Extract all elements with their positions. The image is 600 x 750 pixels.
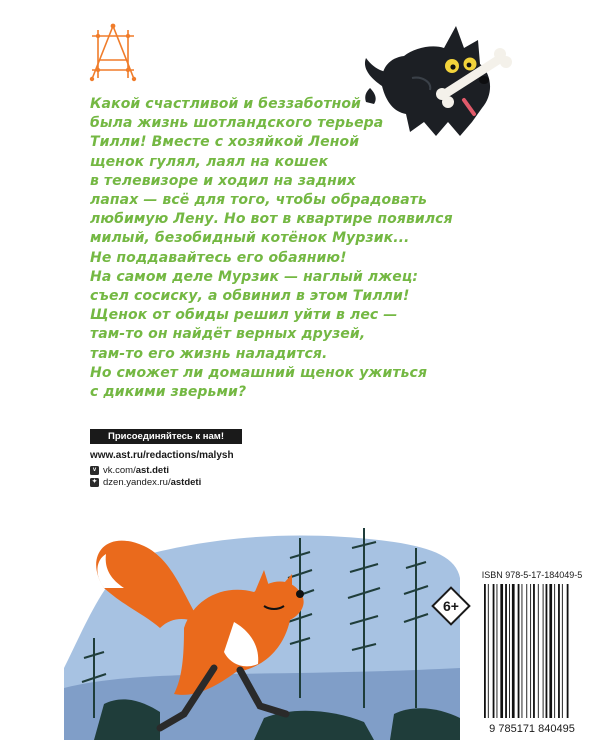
barcode-digits: 9 785171 840495: [489, 723, 575, 735]
isbn-label: ISBN 978-5-17-184049-5: [481, 570, 583, 580]
dzen-link[interactable]: [90, 477, 201, 488]
barcode-bar: [567, 584, 569, 718]
annotation-line: там-то его жизнь наладится.: [90, 345, 328, 362]
barcode-bar: [484, 584, 486, 718]
annotation-line: Какой счастливой и беззаботной: [90, 96, 361, 112]
annotation-line: съел сосиску, а обвинил в этом Тилли!: [90, 288, 410, 305]
annotation-line: щенок гулял, лаял на кошек: [90, 153, 329, 170]
dzen-link-handle: astdeti: [170, 477, 202, 488]
barcode-bar: [558, 584, 560, 718]
barcode-bar: [500, 584, 503, 718]
isbn-barcode: [478, 566, 587, 738]
ast-logo-icon: [84, 22, 142, 84]
annotation-line: с дикими зверьми?: [90, 384, 247, 401]
vk-link-handle: ast.deti: [135, 465, 169, 476]
barcode-bar: [509, 584, 510, 718]
annotation-text: [90, 95, 510, 402]
join-us-banner: Присоединяйтесь к нам!: [90, 429, 242, 444]
barcode-bar: [493, 584, 495, 718]
vk-icon: v: [90, 466, 99, 475]
barcode-bar: [488, 584, 489, 718]
barcode-bar: [543, 584, 544, 718]
barcode-bar: [530, 584, 531, 718]
annotation-line: в телевизоре и ходил на задних: [90, 172, 356, 189]
annotation-line: Тилли! Вместе с хозяйкой Леной: [90, 134, 360, 151]
dzen-icon: ✦: [91, 479, 98, 485]
annotation-line: Но сможет ли домашний щенок ужиться: [90, 364, 428, 381]
barcode-bar: [538, 584, 539, 718]
annotation-line: милый, безобидный котёнок Мурзик...: [90, 230, 410, 247]
annotation-line: На самом деле Мурзик — наглый лжец:: [90, 268, 419, 285]
barcode-bar: [522, 584, 523, 718]
barcode-bar: [549, 584, 552, 718]
age-rating-badge: [430, 585, 472, 627]
vk-link-prefix: vk.com/: [103, 465, 136, 476]
website-link[interactable]: www.ast.ru/redactions/malysh: [90, 450, 234, 461]
fox-forest-illustration: [64, 518, 464, 740]
barcode-bar: [505, 584, 507, 718]
barcode-bar: [512, 584, 515, 718]
barcode-bar: [526, 584, 527, 718]
barcode-bar: [497, 584, 498, 718]
annotation-line: лапах — всё для того, чтобы обрадовать: [90, 192, 427, 209]
annotation-line: Не поддавайтесь его обаянию!: [90, 249, 347, 266]
barcode-bar: [562, 584, 563, 718]
annotation-line: любимую Лену. Но вот в квартире появился: [90, 211, 453, 228]
barcode-bar: [546, 584, 548, 718]
barcode-bar: [533, 584, 535, 718]
dzen-link-prefix: dzen.yandex.ru/: [103, 477, 171, 488]
age-rating-text: 6+: [443, 598, 459, 614]
annotation-line: Щенок от обиды решил уйти в лес —: [90, 307, 398, 324]
vk-link[interactable]: [90, 465, 169, 476]
annotation-line: была жизнь шотландского терьера: [90, 115, 384, 132]
barcode-bar: [518, 584, 520, 718]
barcode-bar: [554, 584, 555, 718]
annotation-line: там-то он найдёт верных друзей,: [90, 326, 366, 343]
